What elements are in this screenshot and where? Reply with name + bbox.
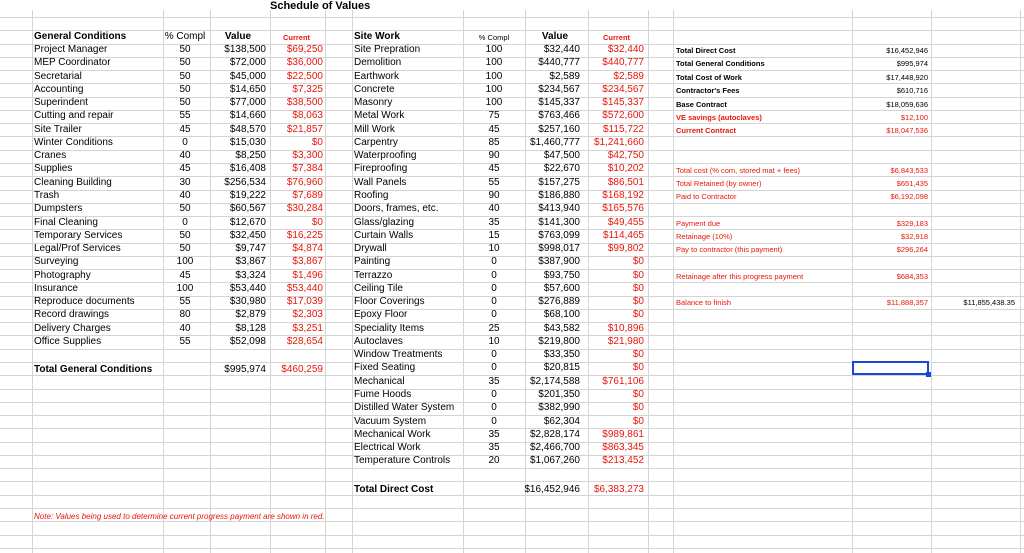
- site-current-cell[interactable]: $0: [632, 309, 644, 320]
- site-value-cell[interactable]: $68,100: [543, 309, 580, 320]
- site-current-cell[interactable]: $165,576: [602, 203, 644, 214]
- site-current-cell[interactable]: $86,501: [607, 177, 644, 188]
- total-general-conditions-label[interactable]: Total General Conditions: [34, 364, 153, 375]
- summary-pay-contractor-label[interactable]: Pay to contractor (this payment): [676, 245, 783, 254]
- gc-item-cell[interactable]: Trash: [34, 190, 60, 201]
- summary-balance-value[interactable]: $11,888,357: [886, 298, 928, 307]
- site-value-cell[interactable]: $186,880: [538, 190, 580, 201]
- gc-value-cell[interactable]: $19,222: [229, 190, 266, 201]
- gc-item-cell[interactable]: Final Cleaning: [34, 217, 98, 228]
- site-value-cell[interactable]: $2,174,588: [529, 376, 580, 387]
- site-item-cell[interactable]: Painting: [354, 256, 391, 267]
- site-current-cell[interactable]: $0: [632, 416, 644, 427]
- site-item-cell[interactable]: Concrete: [354, 84, 395, 95]
- site-value-cell[interactable]: $763,466: [538, 110, 580, 121]
- summary-total-cost-value[interactable]: $6,843,533: [890, 166, 928, 175]
- site-current-cell[interactable]: $2,589: [613, 71, 644, 82]
- site-value-cell[interactable]: $1,067,260: [529, 455, 580, 466]
- gc-item-cell[interactable]: Accounting: [34, 84, 84, 95]
- gc-value-cell[interactable]: $12,670: [229, 217, 266, 228]
- site-value-cell[interactable]: $2,466,700: [529, 442, 580, 453]
- gc-pct-cell[interactable]: 45: [179, 163, 191, 174]
- gc-pct-cell[interactable]: 40: [179, 190, 191, 201]
- header-site-work[interactable]: Site Work: [354, 31, 400, 42]
- site-value-cell[interactable]: $57,600: [543, 283, 580, 294]
- gc-item-cell[interactable]: Temporary Services: [34, 230, 123, 241]
- gc-pct-cell[interactable]: 40: [179, 150, 191, 161]
- gc-current-cell[interactable]: $36,000: [286, 57, 323, 68]
- summary-paid-value[interactable]: $6,192,098: [890, 192, 928, 201]
- site-value-cell[interactable]: $22,670: [543, 163, 580, 174]
- summary-fees-label[interactable]: Contractor's Fees: [676, 86, 740, 95]
- gc-value-cell[interactable]: $256,534: [224, 177, 266, 188]
- gc-current-cell[interactable]: $0: [311, 217, 323, 228]
- summary-cost-work-value[interactable]: $17,448,920: [886, 73, 928, 82]
- note: Note: Values being used to determine current progress payment are shown in red.: [34, 512, 325, 521]
- site-pct-cell[interactable]: 90: [488, 150, 500, 161]
- total-general-conditions-value[interactable]: $995,974: [224, 364, 266, 375]
- summary-base-value[interactable]: $18,059,636: [886, 100, 928, 109]
- site-pct-cell[interactable]: 45: [488, 124, 500, 135]
- gc-current-cell[interactable]: $38,500: [286, 97, 323, 108]
- header-pct-compl-left[interactable]: % Compl: [164, 31, 206, 42]
- summary-pay-contractor-value[interactable]: $296,264: [896, 245, 928, 254]
- site-current-cell[interactable]: $1,241,660: [593, 137, 644, 148]
- site-pct-cell[interactable]: 10: [488, 336, 500, 347]
- site-item-cell[interactable]: Epoxy Floor: [354, 309, 408, 320]
- site-item-cell[interactable]: Fume Hoods: [354, 389, 412, 400]
- summary-gen-cond-value[interactable]: $995,974: [896, 59, 928, 68]
- site-pct-cell[interactable]: 75: [488, 110, 500, 121]
- gc-item-cell[interactable]: Winter Conditions: [34, 137, 113, 148]
- site-pct-cell[interactable]: 0: [491, 256, 497, 267]
- site-pct-cell[interactable]: 0: [491, 296, 497, 307]
- gc-value-cell[interactable]: $32,450: [229, 230, 266, 241]
- gc-value-cell[interactable]: $3,867: [235, 256, 266, 267]
- summary-retainage-after-label[interactable]: Retainage after this progress payment: [676, 272, 804, 281]
- gc-current-cell[interactable]: $76,960: [286, 177, 323, 188]
- site-item-cell[interactable]: Window Treatments: [354, 349, 443, 360]
- site-current-cell[interactable]: $0: [632, 283, 644, 294]
- site-value-cell[interactable]: $157,275: [538, 177, 580, 188]
- site-pct-cell[interactable]: 0: [491, 402, 497, 413]
- site-pct-cell[interactable]: 35: [488, 217, 500, 228]
- site-value-cell[interactable]: $2,589: [549, 71, 580, 82]
- gc-pct-cell[interactable]: 30: [179, 177, 191, 188]
- site-item-cell[interactable]: Vacuum System: [354, 416, 427, 427]
- site-item-cell[interactable]: Waterproofing: [354, 150, 417, 161]
- gc-value-cell[interactable]: $8,250: [235, 150, 266, 161]
- gc-current-cell[interactable]: $1,496: [292, 270, 323, 281]
- gc-item-cell[interactable]: Legal/Prof Services: [34, 243, 121, 254]
- site-item-cell[interactable]: Autoclaves: [354, 336, 403, 347]
- site-value-cell[interactable]: $763,099: [538, 230, 580, 241]
- gc-value-cell[interactable]: $77,000: [229, 97, 266, 108]
- site-current-cell[interactable]: $99,802: [607, 243, 644, 254]
- gc-current-cell[interactable]: $30,284: [286, 203, 323, 214]
- summary-payment-due-label[interactable]: Payment due: [676, 219, 721, 228]
- site-pct-cell[interactable]: 10: [488, 243, 500, 254]
- site-current-cell[interactable]: $168,192: [602, 190, 644, 201]
- gc-pct-cell[interactable]: 50: [179, 230, 191, 241]
- site-current-cell[interactable]: $0: [632, 362, 644, 373]
- site-current-cell[interactable]: $234,567: [602, 84, 644, 95]
- header-pct-compl-site[interactable]: % Compl: [478, 33, 510, 42]
- gc-value-cell[interactable]: $14,660: [229, 110, 266, 121]
- site-item-cell[interactable]: Wall Panels: [354, 177, 407, 188]
- site-current-cell[interactable]: $0: [632, 256, 644, 267]
- gc-current-cell[interactable]: $53,440: [286, 283, 323, 294]
- site-pct-cell[interactable]: 90: [488, 190, 500, 201]
- gc-value-cell[interactable]: $2,879: [235, 309, 266, 320]
- summary-retainage-label[interactable]: Retainage (10%): [676, 232, 733, 241]
- site-current-cell[interactable]: $989,861: [602, 429, 644, 440]
- total-general-conditions-current[interactable]: $460,259: [281, 364, 323, 375]
- site-pct-cell[interactable]: 0: [491, 283, 497, 294]
- site-current-cell[interactable]: $0: [632, 389, 644, 400]
- gc-value-cell[interactable]: $53,440: [229, 283, 266, 294]
- site-item-cell[interactable]: Masonry: [354, 97, 393, 108]
- site-pct-cell[interactable]: 45: [488, 163, 500, 174]
- site-value-cell[interactable]: $234,567: [538, 84, 580, 95]
- gc-pct-cell[interactable]: 55: [179, 336, 191, 347]
- site-item-cell[interactable]: Glass/glazing: [354, 217, 415, 228]
- gc-pct-cell[interactable]: 0: [182, 137, 188, 148]
- summary-retainage-after-value[interactable]: $684,353: [896, 272, 928, 281]
- site-value-cell[interactable]: $1,460,777: [529, 137, 580, 148]
- site-pct-cell[interactable]: 0: [491, 389, 497, 400]
- header-current-left[interactable]: Current: [282, 33, 311, 42]
- gc-current-cell[interactable]: $4,874: [292, 243, 323, 254]
- gc-item-cell[interactable]: Insurance: [34, 283, 78, 294]
- gc-pct-cell[interactable]: 100: [176, 256, 194, 267]
- gc-value-cell[interactable]: $30,980: [229, 296, 266, 307]
- site-current-cell[interactable]: $49,455: [607, 217, 644, 228]
- site-value-cell[interactable]: $998,017: [538, 243, 580, 254]
- gc-item-cell[interactable]: Surveying: [34, 256, 79, 267]
- site-value-cell[interactable]: $47,500: [543, 150, 580, 161]
- gc-pct-cell[interactable]: 80: [179, 309, 191, 320]
- summary-ve-value[interactable]: $12,100: [900, 113, 928, 122]
- gc-pct-cell[interactable]: 50: [179, 97, 191, 108]
- site-value-cell[interactable]: $141,300: [538, 217, 580, 228]
- gc-pct-cell[interactable]: 50: [179, 57, 191, 68]
- site-current-cell[interactable]: $0: [632, 349, 644, 360]
- site-value-cell[interactable]: $2,828,174: [529, 429, 580, 440]
- gc-pct-cell[interactable]: 45: [179, 124, 191, 135]
- site-pct-cell[interactable]: 0: [491, 270, 497, 281]
- site-value-cell[interactable]: $382,990: [538, 402, 580, 413]
- gc-pct-cell[interactable]: 50: [179, 243, 191, 254]
- site-value-cell[interactable]: $93,750: [543, 270, 580, 281]
- gc-pct-cell[interactable]: 55: [179, 296, 191, 307]
- gc-item-cell[interactable]: Secretarial: [34, 71, 82, 82]
- gc-item-cell[interactable]: Project Manager: [34, 44, 108, 55]
- gc-current-cell[interactable]: $3,300: [292, 150, 323, 161]
- total-direct-cost-value[interactable]: $16,452,946: [524, 484, 580, 495]
- site-current-cell[interactable]: $863,345: [602, 442, 644, 453]
- summary-total-cost-label[interactable]: Total cost (% com, stored mat + fees): [676, 166, 801, 175]
- site-item-cell[interactable]: Site Prepration: [354, 44, 421, 55]
- gc-item-cell[interactable]: Site Trailer: [34, 124, 82, 135]
- gc-pct-cell[interactable]: 100: [176, 283, 194, 294]
- gc-value-cell[interactable]: $14,650: [229, 84, 266, 95]
- site-pct-cell[interactable]: 35: [488, 429, 500, 440]
- gc-item-cell[interactable]: Dumpsters: [34, 203, 83, 214]
- selected-cell[interactable]: [852, 361, 929, 375]
- site-item-cell[interactable]: Temperature Controls: [354, 455, 451, 466]
- site-value-cell[interactable]: $219,800: [538, 336, 580, 347]
- gc-item-cell[interactable]: Superindent: [34, 97, 88, 108]
- site-pct-cell[interactable]: 25: [488, 323, 500, 334]
- gc-value-cell[interactable]: $52,098: [229, 336, 266, 347]
- site-pct-cell[interactable]: 100: [485, 97, 503, 108]
- summary-direct-cost-label[interactable]: Total Direct Cost: [676, 46, 736, 55]
- site-pct-cell[interactable]: 100: [485, 44, 503, 55]
- site-item-cell[interactable]: Mechanical Work: [354, 429, 431, 440]
- gc-current-cell[interactable]: $8,063: [292, 110, 323, 121]
- gc-value-cell[interactable]: $45,000: [229, 71, 266, 82]
- site-item-cell[interactable]: Distilled Water System: [354, 402, 455, 413]
- summary-base-label[interactable]: Base Contract: [676, 100, 727, 109]
- site-value-cell[interactable]: $62,304: [543, 416, 580, 427]
- site-current-cell[interactable]: $21,980: [607, 336, 644, 347]
- site-item-cell[interactable]: Roofing: [354, 190, 389, 201]
- site-item-cell[interactable]: Fixed Seating: [354, 362, 416, 373]
- site-item-cell[interactable]: Fireproofing: [354, 163, 408, 174]
- site-pct-cell[interactable]: 85: [488, 137, 500, 148]
- site-pct-cell[interactable]: 35: [488, 376, 500, 387]
- gc-value-cell[interactable]: $138,500: [224, 44, 266, 55]
- summary-retainage-value[interactable]: $32,918: [900, 232, 928, 241]
- site-item-cell[interactable]: Demolition: [354, 57, 402, 68]
- site-pct-cell[interactable]: 100: [485, 57, 503, 68]
- site-item-cell[interactable]: Mill Work: [354, 124, 395, 135]
- gc-current-cell[interactable]: $17,039: [286, 296, 323, 307]
- site-current-cell[interactable]: $440,777: [602, 57, 644, 68]
- site-pct-cell[interactable]: 0: [491, 309, 497, 320]
- site-current-cell[interactable]: $0: [632, 296, 644, 307]
- gc-value-cell[interactable]: $8,128: [235, 323, 266, 334]
- sheet-title: Schedule of Values: [270, 0, 371, 12]
- site-pct-cell[interactable]: 35: [488, 442, 500, 453]
- gc-pct-cell[interactable]: 40: [179, 323, 191, 334]
- site-item-cell[interactable]: Floor Coverings: [354, 296, 425, 307]
- site-pct-cell[interactable]: 100: [485, 84, 503, 95]
- gc-item-cell[interactable]: Cleaning Building: [34, 177, 112, 188]
- site-current-cell[interactable]: $213,452: [602, 455, 644, 466]
- site-current-cell[interactable]: $114,465: [603, 230, 644, 241]
- site-value-cell[interactable]: $387,900: [538, 256, 580, 267]
- gc-current-cell[interactable]: $21,857: [286, 124, 323, 135]
- gc-pct-cell[interactable]: 50: [179, 203, 191, 214]
- site-current-cell[interactable]: $761,106: [602, 376, 644, 387]
- site-pct-cell[interactable]: 55: [488, 177, 500, 188]
- site-item-cell[interactable]: Terrazzo: [354, 270, 393, 281]
- site-item-cell[interactable]: Earthwork: [354, 71, 400, 82]
- site-item-cell[interactable]: Carpentry: [354, 137, 398, 148]
- site-value-cell[interactable]: $440,777: [538, 57, 580, 68]
- summary-paid-label[interactable]: Paid to Contractor: [676, 192, 737, 201]
- site-value-cell[interactable]: $43,582: [543, 323, 580, 334]
- site-value-cell[interactable]: $276,889: [538, 296, 580, 307]
- summary-balance-extra[interactable]: $11,855,438.35: [963, 298, 1015, 307]
- site-pct-cell[interactable]: 20: [488, 455, 500, 466]
- summary-retained-value[interactable]: $651,435: [896, 179, 928, 188]
- site-pct-cell[interactable]: 0: [491, 416, 497, 427]
- gc-value-cell[interactable]: $16,408: [229, 163, 266, 174]
- site-item-cell[interactable]: Ceiling Tile: [354, 283, 403, 294]
- site-item-cell[interactable]: Drywall: [354, 243, 387, 254]
- site-pct-cell[interactable]: 0: [491, 362, 497, 373]
- site-current-cell[interactable]: $42,750: [607, 150, 644, 161]
- site-item-cell[interactable]: Electrical Work: [354, 442, 421, 453]
- site-current-cell[interactable]: $32,440: [607, 44, 644, 55]
- gc-current-cell[interactable]: $7,325: [292, 84, 323, 95]
- site-current-cell[interactable]: $10,202: [607, 163, 644, 174]
- gc-current-cell[interactable]: $69,250: [286, 44, 323, 55]
- header-current-site[interactable]: Current: [602, 33, 631, 42]
- gc-item-cell[interactable]: Supplies: [34, 163, 73, 174]
- gc-item-cell[interactable]: Reproduce documents: [34, 296, 135, 307]
- site-current-cell[interactable]: $572,600: [602, 110, 644, 121]
- site-pct-cell[interactable]: 0: [491, 349, 497, 360]
- gc-current-cell[interactable]: $3,867: [292, 256, 323, 267]
- site-value-cell[interactable]: $413,940: [538, 203, 580, 214]
- gc-item-cell[interactable]: Cutting and repair: [34, 110, 114, 121]
- gc-pct-cell[interactable]: 0: [182, 217, 188, 228]
- site-item-cell[interactable]: Speciality Items: [354, 323, 425, 334]
- gc-current-cell[interactable]: $28,654: [286, 336, 323, 347]
- gc-value-cell[interactable]: $60,567: [229, 203, 266, 214]
- summary-balance-label[interactable]: Balance to finish: [676, 298, 732, 307]
- gc-value-cell[interactable]: $3,324: [235, 270, 266, 281]
- summary-retained-label[interactable]: Total Retained (by owner): [676, 179, 762, 188]
- gc-item-cell[interactable]: Office Supplies: [34, 336, 102, 347]
- site-value-cell[interactable]: $33,350: [543, 349, 580, 360]
- site-value-cell[interactable]: $257,160: [538, 124, 580, 135]
- summary-gen-cond-label[interactable]: Total General Conditions: [676, 59, 765, 68]
- site-value-cell[interactable]: $20,815: [543, 362, 580, 373]
- gc-current-cell[interactable]: $3,251: [292, 323, 323, 334]
- site-current-cell[interactable]: $10,896: [607, 323, 644, 334]
- site-value-cell[interactable]: $32,440: [543, 44, 580, 55]
- gc-item-cell[interactable]: MEP Coordinator: [34, 57, 111, 68]
- gc-item-cell[interactable]: Photography: [34, 270, 91, 281]
- gc-value-cell[interactable]: $15,030: [229, 137, 266, 148]
- gc-item-cell[interactable]: Cranes: [34, 150, 67, 161]
- summary-fees-value[interactable]: $610,716: [896, 86, 928, 95]
- gc-pct-cell[interactable]: 50: [179, 71, 191, 82]
- gc-value-cell[interactable]: $9,747: [235, 243, 266, 254]
- gc-pct-cell[interactable]: 55: [179, 110, 191, 121]
- site-pct-cell[interactable]: 15: [488, 230, 500, 241]
- header-value-left[interactable]: Value: [224, 31, 252, 42]
- summary-cost-work-label[interactable]: Total Cost of Work: [676, 73, 742, 82]
- header-value-site[interactable]: Value: [541, 31, 569, 42]
- gc-current-cell[interactable]: $2,303: [292, 309, 323, 320]
- gc-pct-cell[interactable]: 50: [179, 84, 191, 95]
- gc-current-cell[interactable]: $7,689: [292, 190, 323, 201]
- total-direct-cost-label[interactable]: Total Direct Cost: [354, 484, 434, 495]
- site-pct-cell[interactable]: 40: [488, 203, 500, 214]
- summary-payment-due-value[interactable]: $329,183: [896, 219, 928, 228]
- gc-item-cell[interactable]: Record drawings: [34, 309, 110, 320]
- site-item-cell[interactable]: Mechanical: [354, 376, 405, 387]
- gc-pct-cell[interactable]: 45: [179, 270, 191, 281]
- gc-current-cell[interactable]: $7,384: [292, 163, 323, 174]
- site-item-cell[interactable]: Doors, frames, etc.: [354, 203, 439, 214]
- fill-handle[interactable]: [926, 372, 931, 377]
- summary-ve-label[interactable]: VE savings (autoclaves): [676, 113, 762, 122]
- gc-current-cell[interactable]: $22,500: [286, 71, 323, 82]
- site-item-cell[interactable]: Metal Work: [354, 110, 405, 121]
- site-current-cell[interactable]: $115,722: [603, 124, 644, 135]
- gc-value-cell[interactable]: $72,000: [229, 57, 266, 68]
- site-current-cell[interactable]: $0: [632, 402, 644, 413]
- gc-pct-cell[interactable]: 50: [179, 44, 191, 55]
- site-pct-cell[interactable]: 100: [485, 71, 503, 82]
- site-value-cell[interactable]: $145,337: [538, 97, 580, 108]
- site-value-cell[interactable]: $201,350: [538, 389, 580, 400]
- header-general-conditions[interactable]: General Conditions: [34, 31, 127, 42]
- gc-current-cell[interactable]: $0: [311, 137, 323, 148]
- summary-direct-cost-value[interactable]: $16,452,946: [886, 46, 928, 55]
- gc-current-cell[interactable]: $16,225: [286, 230, 323, 241]
- site-current-cell[interactable]: $0: [632, 270, 644, 281]
- gc-item-cell[interactable]: Delivery Charges: [34, 323, 111, 334]
- summary-current-contract-label[interactable]: Current Contract: [676, 126, 737, 135]
- summary-current-contract-value[interactable]: $18,047,536: [886, 126, 928, 135]
- site-current-cell[interactable]: $145,337: [602, 97, 644, 108]
- site-item-cell[interactable]: Curtain Walls: [354, 230, 414, 241]
- total-direct-cost-current[interactable]: $6,383,273: [593, 484, 644, 495]
- gc-value-cell[interactable]: $48,570: [229, 124, 266, 135]
